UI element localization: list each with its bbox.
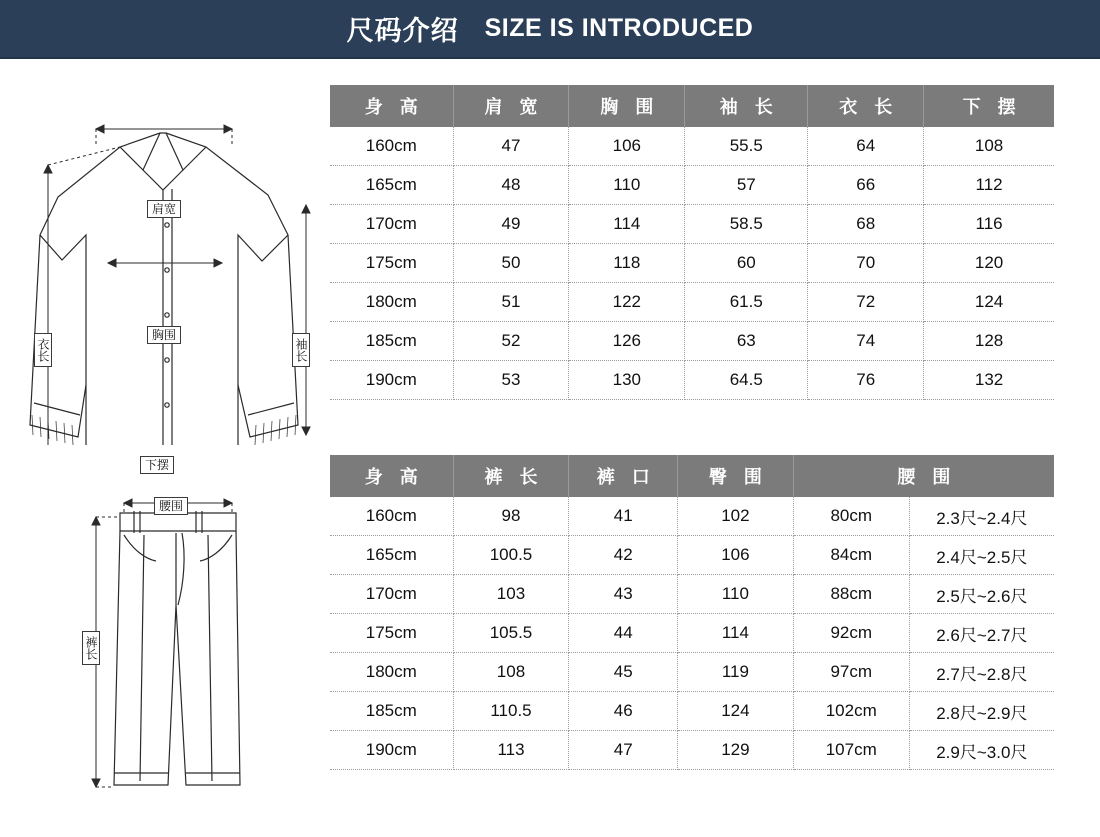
cell-shoulder: 53: [453, 361, 569, 400]
cell-chest: 106: [569, 127, 685, 166]
shirt-diagram: [0, 85, 330, 472]
cell-waist-cm: 80cm: [793, 497, 909, 536]
table-row: [330, 692, 1054, 731]
cell-waist-chi: 2.5尺~2.6尺: [909, 575, 1054, 614]
cell-pant-length: 100.5: [453, 536, 569, 575]
cell-hip: 110: [678, 575, 794, 614]
cell-hip: 119: [678, 653, 794, 692]
shirt-header-chest: 胸 围: [569, 85, 685, 127]
cell-chest: 130: [569, 361, 685, 400]
cell-height: 180cm: [330, 283, 453, 322]
cell-sleeve: 60: [685, 244, 808, 283]
shirt-figure-column: [0, 85, 330, 472]
shirt-header-length: 衣 长: [808, 85, 924, 127]
cell-pant-length: 105.5: [453, 614, 569, 653]
cell-hem: 112: [924, 166, 1054, 205]
cell-hip: 129: [678, 731, 794, 770]
table-row: [330, 731, 1054, 770]
cell-hip: 114: [678, 614, 794, 653]
cell-length: 66: [808, 166, 924, 205]
cell-pant-opening: 47: [569, 731, 678, 770]
trousers-diagram: [0, 455, 330, 800]
cell-pant-opening: 44: [569, 614, 678, 653]
cell-waist-chi: 2.3尺~2.4尺: [909, 497, 1054, 536]
cell-height: 170cm: [330, 205, 453, 244]
table-row: [330, 497, 1054, 536]
cell-height: 160cm: [330, 127, 453, 166]
cell-sleeve: 61.5: [685, 283, 808, 322]
shirt-label-chest: 胸围: [147, 326, 181, 344]
cell-pant-length: 103: [453, 575, 569, 614]
cell-hem: 132: [924, 361, 1054, 400]
trousers-size-table-column: [330, 455, 1100, 800]
cell-hip: 106: [678, 536, 794, 575]
cell-waist-cm: 97cm: [793, 653, 909, 692]
cell-shoulder: 52: [453, 322, 569, 361]
cell-height: 185cm: [330, 692, 453, 731]
table-row: [330, 361, 1054, 400]
cell-sleeve: 55.5: [685, 127, 808, 166]
cell-waist-chi: 2.4尺~2.5尺: [909, 536, 1054, 575]
table-row: [330, 536, 1054, 575]
cell-pant-opening: 45: [569, 653, 678, 692]
shirt-size-table: [330, 85, 1054, 400]
cell-waist-chi: 2.7尺~2.8尺: [909, 653, 1054, 692]
table-row: [330, 127, 1054, 166]
cell-shoulder: 49: [453, 205, 569, 244]
cell-shoulder: 51: [453, 283, 569, 322]
cell-length: 76: [808, 361, 924, 400]
shirt-table-header-row: [330, 85, 1054, 127]
cell-height: 190cm: [330, 731, 453, 770]
trousers-label-waist: 腰围: [154, 497, 188, 515]
table-row: [330, 244, 1054, 283]
cell-sleeve: 57: [685, 166, 808, 205]
cell-length: 64: [808, 127, 924, 166]
cell-height: 180cm: [330, 653, 453, 692]
cell-length: 74: [808, 322, 924, 361]
trousers-header-hip: 臀 围: [678, 455, 794, 497]
cell-hem: 124: [924, 283, 1054, 322]
shirt-size-table-column: [330, 85, 1100, 445]
cell-height: 175cm: [330, 244, 453, 283]
cell-height: 165cm: [330, 166, 453, 205]
cell-chest: 118: [569, 244, 685, 283]
cell-chest: 126: [569, 322, 685, 361]
cell-shoulder: 50: [453, 244, 569, 283]
cell-hip: 124: [678, 692, 794, 731]
cell-waist-chi: 2.9尺~3.0尺: [909, 731, 1054, 770]
trousers-header-height: 身 高: [330, 455, 453, 497]
cell-pant-length: 108: [453, 653, 569, 692]
shirt-size-section: [0, 59, 1100, 472]
cell-pant-opening: 41: [569, 497, 678, 536]
cell-sleeve: 58.5: [685, 205, 808, 244]
shirt-illustration-svg: [0, 85, 330, 445]
trousers-header-pant-length: 裤 长: [453, 455, 569, 497]
cell-length: 68: [808, 205, 924, 244]
cell-pant-opening: 42: [569, 536, 678, 575]
trousers-header-waist: 腰 围: [793, 455, 1054, 497]
cell-waist-chi: 2.6尺~2.7尺: [909, 614, 1054, 653]
cell-hem: 120: [924, 244, 1054, 283]
cell-hem: 108: [924, 127, 1054, 166]
table-row: [330, 575, 1054, 614]
cell-sleeve: 64.5: [685, 361, 808, 400]
cell-pant-length: 113: [453, 731, 569, 770]
cell-height: 190cm: [330, 361, 453, 400]
table-row: [330, 322, 1054, 361]
cell-waist-cm: 92cm: [793, 614, 909, 653]
shirt-header-height: 身 高: [330, 85, 453, 127]
trousers-label-pant-length: 裤长: [82, 631, 100, 665]
trousers-table-header-row: [330, 455, 1054, 497]
page-title-en: SIZE IS INTRODUCED: [484, 14, 754, 42]
shirt-header-hem: 下 摆: [924, 85, 1054, 127]
trousers-header-pant-opening: 裤 口: [569, 455, 678, 497]
cell-height: 165cm: [330, 536, 453, 575]
cell-chest: 122: [569, 283, 685, 322]
cell-hem: 116: [924, 205, 1054, 244]
cell-height: 185cm: [330, 322, 453, 361]
cell-pant-opening: 46: [569, 692, 678, 731]
page-title-cn: 尺码介绍: [346, 16, 459, 46]
cell-chest: 114: [569, 205, 685, 244]
trousers-figure-column: [0, 455, 330, 800]
cell-waist-cm: 107cm: [793, 731, 909, 770]
table-row: [330, 166, 1054, 205]
cell-height: 160cm: [330, 497, 453, 536]
cell-height: 175cm: [330, 614, 453, 653]
cell-waist-cm: 84cm: [793, 536, 909, 575]
table-row: [330, 614, 1054, 653]
cell-length: 72: [808, 283, 924, 322]
cell-pant-length: 110.5: [453, 692, 569, 731]
cell-shoulder: 47: [453, 127, 569, 166]
cell-shoulder: 48: [453, 166, 569, 205]
page-header: [0, 0, 1100, 59]
cell-waist-cm: 102cm: [793, 692, 909, 731]
table-row: [330, 653, 1054, 692]
shirt-label-hem: 下摆: [140, 456, 174, 474]
cell-pant-opening: 43: [569, 575, 678, 614]
cell-hip: 102: [678, 497, 794, 536]
cell-hem: 128: [924, 322, 1054, 361]
cell-waist-cm: 88cm: [793, 575, 909, 614]
shirt-header-shoulder: 肩 宽: [453, 85, 569, 127]
shirt-label-shoulder: 肩宽: [147, 200, 181, 218]
cell-height: 170cm: [330, 575, 453, 614]
cell-pant-length: 98: [453, 497, 569, 536]
cell-chest: 110: [569, 166, 685, 205]
shirt-label-sleeve: 袖长: [292, 333, 310, 367]
table-row: [330, 283, 1054, 322]
shirt-header-sleeve: 袖 长: [685, 85, 808, 127]
cell-length: 70: [808, 244, 924, 283]
cell-waist-chi: 2.8尺~2.9尺: [909, 692, 1054, 731]
shirt-label-length: 衣长: [34, 333, 52, 367]
cell-sleeve: 63: [685, 322, 808, 361]
trousers-size-table: [330, 455, 1054, 770]
trousers-size-section: [0, 445, 1100, 800]
table-row: [330, 205, 1054, 244]
